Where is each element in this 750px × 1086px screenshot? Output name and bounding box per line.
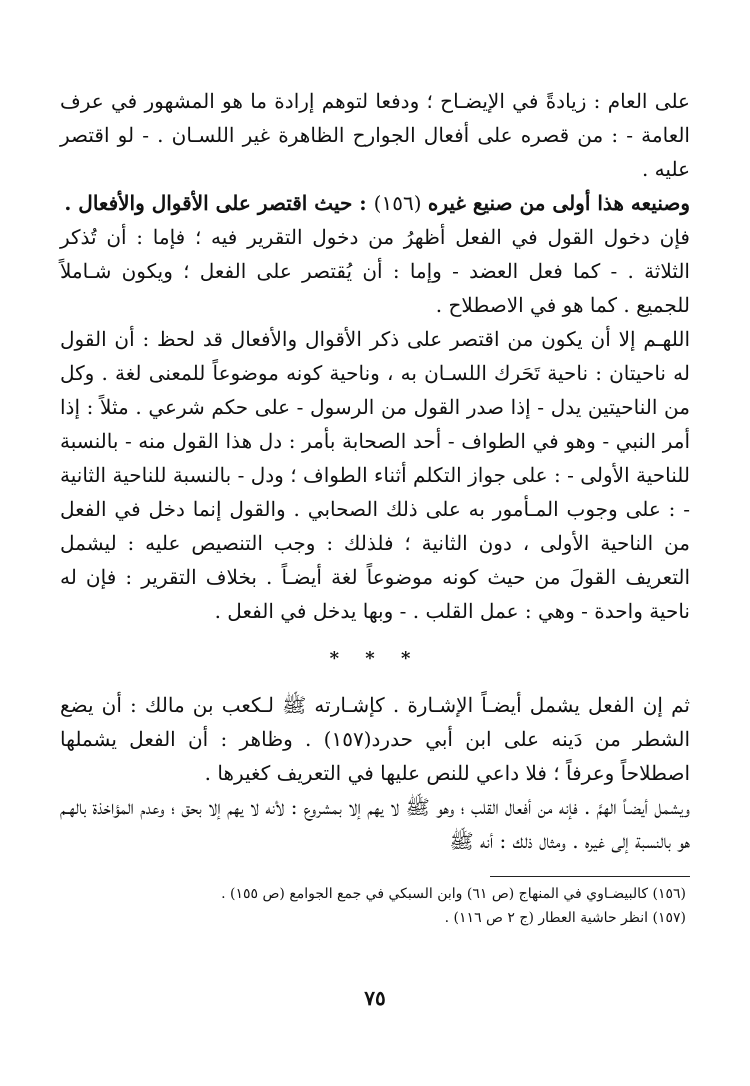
heading-tail: : حيث اقتصر على الأقوال والأفعال . [64,191,374,215]
bold-heading: وصنيعه هذا أولى من صنيع غيره [427,191,690,215]
footnote-156: (١٥٦) كالبيضـاوي في المنهاج (ص ٦١) وابن السبكي في جمع الجوامع (ص ١٥٥) . [221,886,686,902]
footnotes [60,882,686,930]
footnote-rule [490,876,690,877]
footnote-157: (١٥٧) انظر حاشية العطار (ج ٢ ص ١١٦) . [444,910,686,926]
paragraph-heading [60,186,690,220]
section-separator: * * * [329,648,421,669]
heading-footnote-ref: (١٥٦) [373,191,422,215]
page-number: ٧٥ [364,986,386,1010]
paragraph-5: ويشمل أيضـاً الهمَّ . فإنه من أفعال القلب ؛ وهو ﷺ لا يهم إلا بمشروع : لأنه لا يهم إلا بحق ؛ وعدم المؤاخذة بالهـم هو بالنسبة إلى غيره . ومثال ذلك : أنه ﷺ [60,795,690,853]
paragraph-1: على العام : زيادةً في الإيضـاح ؛ ودفعا لتوهم إرادة ما هو المشهور في عرف العامة - : من قصره على أفعال الجوارح الظاهرة غير اللسـان . - لو اقتصر عليه . [60,89,690,181]
paragraph-3: اللهـم إلا أن يكون من اقتصر على ذكر الأقوال والأفعال قد لحظ : أن القول له ناحيتان : ناحية تَحَرك اللسـان به ، وناحية كونه موضوعاً للمعنى لغة . وكل من الناحيتين يدل - إذا صدر القول من الرسول - على حكم شرعي . مثلاً : إذا أمر النبي - وهو في الطواف - أحد الصحابة بأمر : دل هذا القول منه - بالنسبة للناحية الأولى - : على جواز التكلم أثناء الطواف ؛ ودل - بالنسبة للناحية الثانية - : على وجوب المـأمور به على ذلك الصحابي . والقول إنما دخل في الفعل من الناحية الأولى ، دون الثانية ؛ فلذلك : وجب التنصيص عليه : ليشمل التعريف القولَ من حيث كونه موضوعاً لغة أيضـاً . بخلاف التقرير : فإن له ناحية واحدة - وهي : عمل القلب . - وبها يدخل في الفعل . [60,327,691,623]
paragraph-2: فإن دخول القول في الفعل أظهرُ من دخول التقرير فيه ؛ فإما : أن تُذكر الثلاثة . - كما فعل العضد - وإما : أن يُقتصر على الفعل ؛ ويكون شـاملاً للجميع . كما هو في الاصطلاح . [60,225,690,317]
main-text [60,84,690,858]
paragraph-4: ثم إن الفعل يشمل أيضـاً الإشـارة . كإشـارته ﷺ لـكعب بن مالك : أن يضع الشطر من دَينه على ابن أبي حدرد(١٥٧) . وظاهر : أن الفعل يشملها اصطلاحاً وعرفاً ؛ فلا داعي للنص عليها في التعريف كغيرها . [60,693,690,785]
